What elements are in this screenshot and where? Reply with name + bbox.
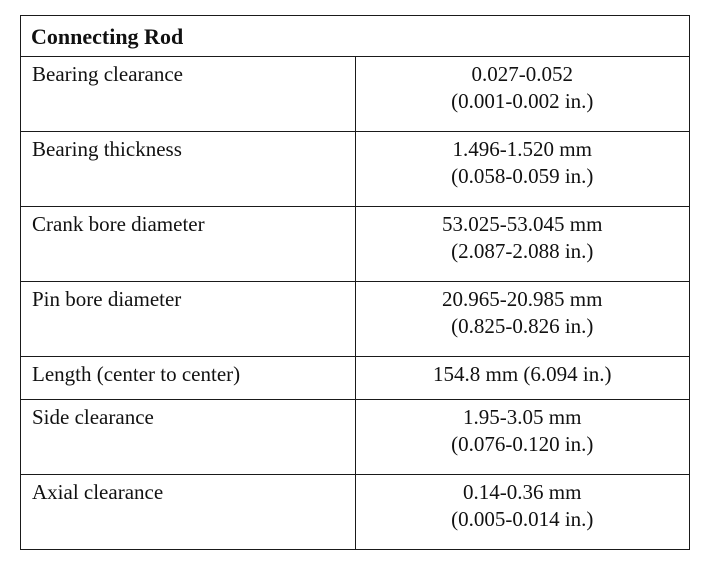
table-row-axial-clearance <box>21 475 690 550</box>
value-metric: 53.025-53.045 mm <box>442 212 603 236</box>
value-imperial: (0.001-0.002 in.) <box>451 89 594 113</box>
row-label: Bearing clearance <box>21 57 356 132</box>
value-imperial: (0.825-0.826 in.) <box>451 314 594 338</box>
value-imperial: (0.076-0.120 in.) <box>451 432 594 456</box>
row-value <box>355 400 690 475</box>
row-label: Side clearance <box>21 400 356 475</box>
value-imperial: (0.005-0.014 in.) <box>451 507 594 531</box>
row-value <box>355 475 690 550</box>
value-metric: 0.14-0.36 mm <box>463 480 582 504</box>
table-row-pin-bore-diameter <box>21 282 690 357</box>
value-imperial: (0.058-0.059 in.) <box>451 164 594 188</box>
table-row-bearing-clearance <box>21 57 690 132</box>
connecting-rod-spec-table <box>20 15 690 550</box>
row-label: Length (center to center) <box>21 357 356 400</box>
row-value <box>355 282 690 357</box>
row-label: Pin bore diameter <box>21 282 356 357</box>
table-row-bearing-thickness <box>21 132 690 207</box>
table-row-length <box>21 357 690 400</box>
value-metric: 20.965-20.985 mm <box>442 287 603 311</box>
table-title: Connecting Rod <box>21 16 690 57</box>
row-label: Crank bore diameter <box>21 207 356 282</box>
row-label: Bearing thickness <box>21 132 356 207</box>
row-label: Axial clearance <box>21 475 356 550</box>
value-metric: 0.027-0.052 <box>471 62 573 86</box>
row-value <box>355 57 690 132</box>
value-imperial: (2.087-2.088 in.) <box>451 239 594 263</box>
table-title-row <box>21 16 690 57</box>
value-metric: 1.95-3.05 mm <box>463 405 582 429</box>
value-metric: 1.496-1.520 mm <box>452 137 592 161</box>
table-row-crank-bore-diameter <box>21 207 690 282</box>
row-value <box>355 357 690 400</box>
table-row-side-clearance <box>21 400 690 475</box>
value-combined: 154.8 mm (6.094 in.) <box>433 362 612 386</box>
row-value <box>355 132 690 207</box>
row-value <box>355 207 690 282</box>
